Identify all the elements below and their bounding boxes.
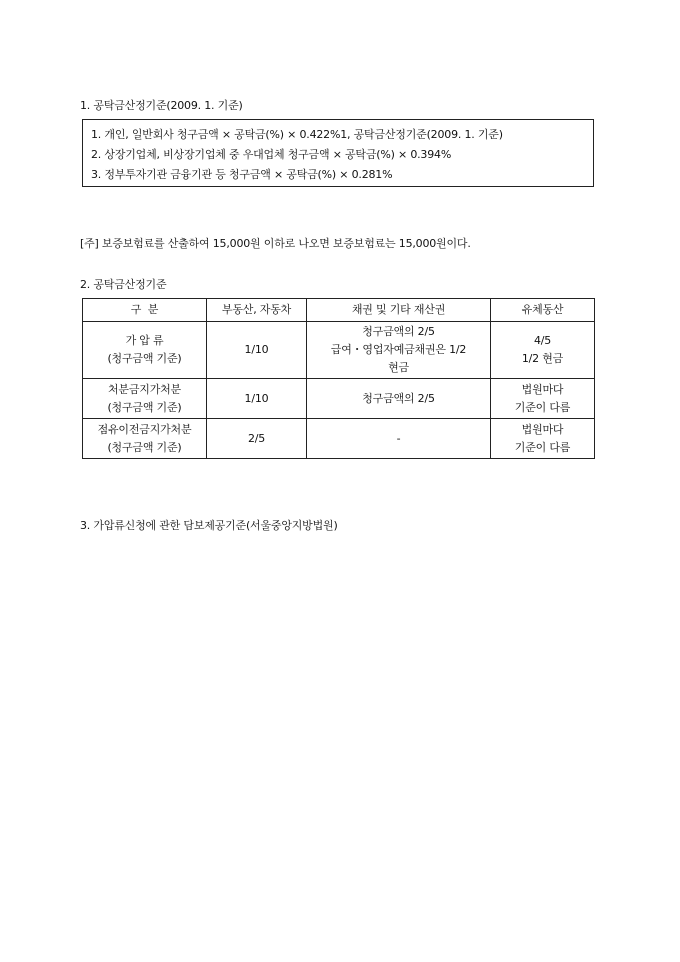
real-estate-cell: 1/10 xyxy=(207,322,307,379)
claims-cell xyxy=(307,379,491,419)
category-cell xyxy=(83,419,207,459)
section2-heading: 2. 공탁금산정기준 xyxy=(80,278,167,291)
claims-line: 현금 xyxy=(388,361,409,374)
claims-line: - xyxy=(396,431,401,445)
category-basis: (청구금액 기준) xyxy=(107,440,182,454)
section3-heading: 3. 가압류신청에 관한 담보제공기준(서울중앙지방법원) xyxy=(80,519,338,532)
movables-line: 기준이 다름 xyxy=(514,400,571,414)
category-label: 점유이전금지가처분 xyxy=(97,422,192,436)
movables-cell xyxy=(491,379,595,419)
header-category: 구 분 xyxy=(83,299,207,322)
table-header-row xyxy=(83,299,595,322)
criteria-line-1: 1. 개인, 일반회사 청구금액 × 공탁금(%) × 0.422%1, 공탁금산정기준(2009. 1. 기준) xyxy=(91,128,503,141)
movables-line: 기준이 다름 xyxy=(514,440,571,454)
header-claims: 채권 및 기타 재산권 xyxy=(307,299,491,322)
table-row xyxy=(83,379,595,419)
insurance-note: [주] 보증보험료를 산출하여 15,000원 이하로 나오면 보증보험료는 15,000원이다. xyxy=(80,237,471,250)
claims-line: 청구금액의 2/5 xyxy=(362,391,435,405)
table-row xyxy=(83,419,595,459)
header-movables: 유체동산 xyxy=(491,299,595,322)
movables-cell xyxy=(491,322,595,379)
criteria-line-2: 2. 상장기업체, 비상장기업체 중 우대업체 청구금액 × 공탁금(%) × 0.394% xyxy=(91,148,452,161)
category-label: 가 압 류 xyxy=(125,334,164,347)
movables-line: 법원마다 xyxy=(521,382,564,396)
section1-criteria-box xyxy=(82,119,594,187)
deposit-criteria-table xyxy=(82,298,595,459)
claims-line: 급여・영업자예금채권은 1/2 xyxy=(330,343,467,356)
category-label: 처분금지가처분 xyxy=(108,382,181,396)
movables-line: 4/5 xyxy=(533,334,552,347)
criteria-line-3: 3. 정부투자기관 금융기관 등 청구금액 × 공탁금(%) × 0.281% xyxy=(91,168,393,181)
claims-cell xyxy=(307,419,491,459)
table-row xyxy=(83,322,595,379)
real-estate-cell: 1/10 xyxy=(207,379,307,419)
movables-cell xyxy=(491,419,595,459)
claims-cell xyxy=(307,322,491,379)
category-cell xyxy=(83,322,207,379)
header-real-estate: 부동산, 자동차 xyxy=(207,299,307,322)
section1-heading: 1. 공탁금산정기준(2009. 1. 기준) xyxy=(80,99,243,112)
category-basis: (청구금액 기준) xyxy=(107,400,182,414)
claims-line: 청구금액의 2/5 xyxy=(362,325,435,338)
movables-line: 법원마다 xyxy=(521,422,564,436)
category-cell xyxy=(83,379,207,419)
category-basis: (청구금액 기준) xyxy=(107,352,182,365)
movables-line: 1/2 현금 xyxy=(521,352,564,365)
real-estate-cell: 2/5 xyxy=(207,419,307,459)
